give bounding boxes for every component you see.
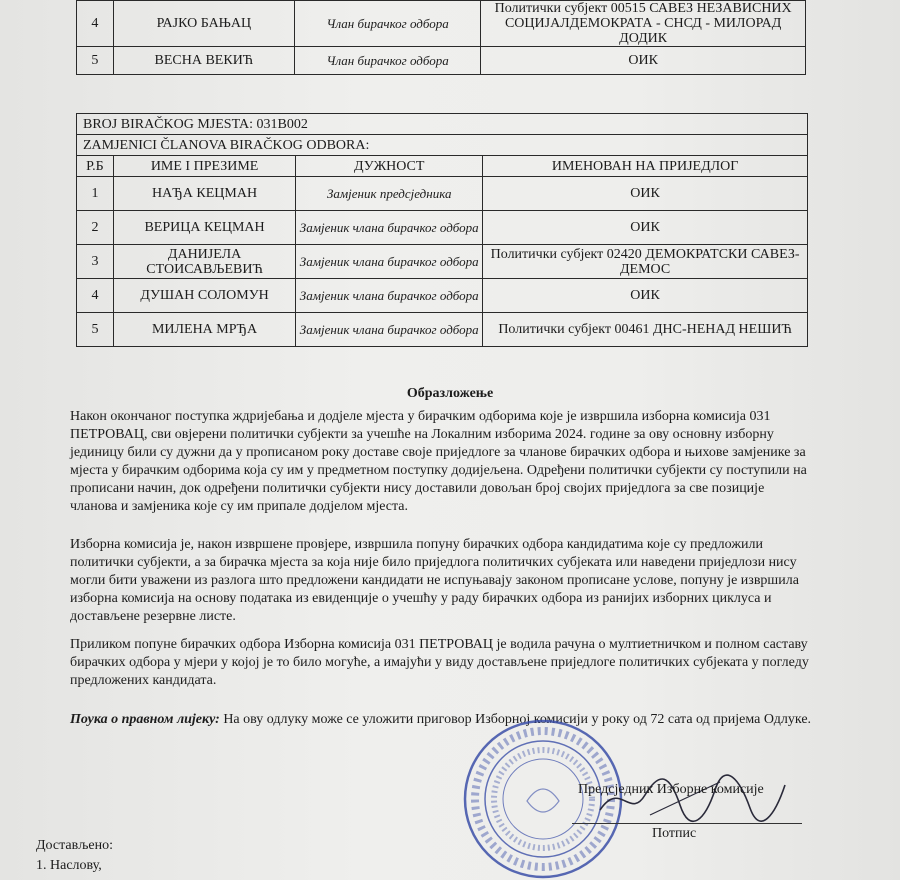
table-row	[77, 177, 808, 211]
deputies-table	[76, 113, 808, 347]
deputy-nominated-by: ОИК	[483, 211, 808, 245]
deputy-name: ВЕРИЦА КЕЦМАН	[113, 211, 295, 245]
row-number: 4	[77, 1, 114, 47]
deputy-nominated-by: ОИК	[483, 279, 808, 313]
section-title: ZAMJENICI ČLANOVA BIRAČKOG ODBORA:	[77, 135, 808, 156]
deputy-role: Замјеник члана бирачког одбора	[296, 211, 483, 245]
delivered-item-1: 1. Наслову,	[36, 858, 102, 873]
member-nominated-by: ОИК	[481, 47, 806, 75]
deputy-name: НАЂА КЕЦМАН	[113, 177, 295, 211]
explanation-paragraph-1: Након окончаног поступка ждријебања и додјеле мјеста у бирачким одборима које је извршила изборна комисија 031 ПЕТРОВАЦ, сви овјерени политички субјекти за учешће на Локалним изборима 2024. године за ову основну изборну јединицу били су дужни да у прописаном року доставе своје приједлоге за чланове бирачких одбора и њихове замјенике за мјеста у бирачким одборима која су им у предметном поступку додијељена. Одређени политички субјекти су поступили на прописани начин, док одређени политички субјекти нису доставили довољан број својих приједлога за све позиције чланова и замјеника које су им припале додјелом мјеста.	[70, 409, 807, 514]
commission-president-label: Предсједник Изборне комисије	[578, 782, 764, 797]
row-number: 5	[77, 313, 114, 347]
deputy-role: Замјеник предсједника	[296, 177, 483, 211]
legal-remedy-paragraph	[70, 711, 815, 729]
header-name: ИМЕ І ПРЕЗИМЕ	[113, 156, 295, 177]
legal-remedy-label: Поука о правном лијеку:	[70, 712, 220, 727]
signature-caption: Потпис	[652, 826, 697, 841]
member-nominated-by: Политички субјект 00515 САВЕЗ НЕЗАВИСНИХ СОЦИЈАЛДЕМОКРАТА - СНСД - МИЛОРАД ДОДИК	[481, 1, 806, 47]
deputy-name: ДУШАН СОЛОМУН	[113, 279, 295, 313]
explanation-paragraph-2: Изборна комисија је, након извршене провјере, извршила попуну бирачких одбора кандидатима које су предложили политички субјекти, а за бирачка мјеста за која није било приједлога политичких субјеката или наведени приједлози нису могли бити уважени из разлога што предложени кандидати не испуњавају законом прописане услове, попуну је извршила изборна комисија на основу података из евиденције о учешћу у раду бирачких одбора из ранијих изборних циклуса и достављене резервне листе.	[70, 537, 799, 624]
table-row	[77, 1, 806, 47]
deputy-nominated-by: ОИК	[483, 177, 808, 211]
deputy-nominated-by: Политички субјект 02420 ДЕМОКРАТСКИ САВЕЗ-ДЕМОС	[483, 245, 808, 279]
table-row	[77, 279, 808, 313]
explanation-paragraph-3: Приликом попуне бирачких одбора Изборна комисија 031 ПЕТРОВАЦ је водила рачуна о мултиетничком и полном саставу бирачких одбора у мјери у којој је то било могуће, а имајући у виду достављене приједлоге политичких субјеката у погледу предложених кандидата.	[70, 637, 809, 688]
row-number: 2	[77, 211, 114, 245]
station-number: BROJ BIRAČKOG MJESTA: 031B002	[77, 114, 808, 135]
row-number: 5	[77, 47, 114, 75]
deputy-role: Замјеник члана бирачког одбора	[296, 313, 483, 347]
table-header-row	[77, 156, 808, 177]
delivered-label: Достављено:	[36, 838, 113, 853]
member-role: Члан бирачког одбора	[295, 47, 481, 75]
table-row	[77, 245, 808, 279]
member-role: Члан бирачког одбора	[295, 1, 481, 47]
header-role: ДУЖНОСТ	[296, 156, 483, 177]
deputy-name: МИЛЕНА МРЂА	[113, 313, 295, 347]
member-name: ВЕСНА ВЕКИЋ	[113, 47, 294, 75]
header-nominated: ИМЕНОВАН НА ПРИЈЕДЛОГ	[483, 156, 808, 177]
member-name: РАЈКО БАЊАЦ	[113, 1, 294, 47]
table-row	[77, 47, 806, 75]
deputy-name: ДАНИЈЕЛА СТОИСАВЉЕВИЋ	[113, 245, 295, 279]
row-number: 3	[77, 245, 114, 279]
explanation-heading: Образложење	[406, 386, 494, 401]
signature-line	[572, 823, 802, 824]
deputy-role: Замјеник члана бирачког одбора	[296, 279, 483, 313]
deputy-role: Замјеник члана бирачког одбора	[296, 245, 483, 279]
legal-remedy-text: На ову одлуку може се уложити приговор Изборној комисији у року од 72 сата од пријема Одлуке.	[219, 712, 812, 727]
row-number: 4	[77, 279, 114, 313]
deputy-nominated-by: Политички субјект 00461 ДНС-НЕНАД НЕШИЋ	[483, 313, 808, 347]
table-row	[77, 313, 808, 347]
row-number: 1	[77, 177, 114, 211]
members-table	[76, 0, 806, 75]
header-num: Р.Б	[77, 156, 114, 177]
handwritten-signature	[590, 770, 790, 830]
table-row	[77, 211, 808, 245]
